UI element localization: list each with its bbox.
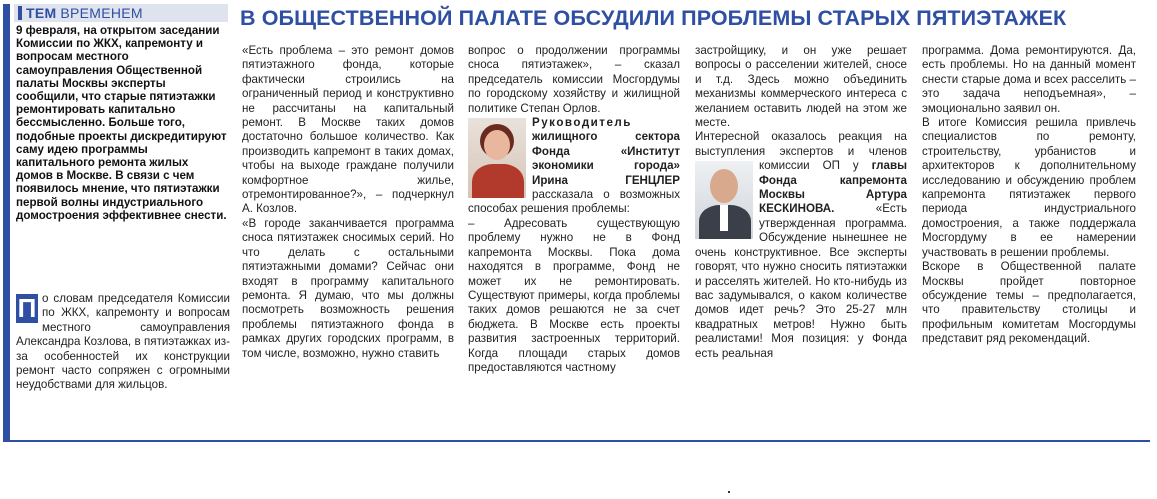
column-2 xyxy=(242,44,454,361)
column-3-paragraph-3: – Адресовать существующую проблему нужно не в Фонд капремонта Москвы. Пока дома находятся в программе, Фонд не может их не ремонтировать. Существуют примеры, когда проблемы таких домов решаются не за счет бюджета. В Москве есть проекты развития застроенных территорий. Когда площади старых домов предоставляются частному xyxy=(468,216,680,374)
column-3-paragraph-1: вопрос о продолжении программы сноса пятиэтажек», – сказал председатель комиссии Мосгордумы по городскому хозяйству и жилищной политике Степан Орлов. xyxy=(468,44,680,115)
column-3 xyxy=(468,44,680,375)
portrait-photo-keskinov xyxy=(695,161,753,239)
print-speck xyxy=(728,491,730,493)
column-4-paragraph-2 xyxy=(695,130,907,361)
column-1 xyxy=(16,292,230,393)
speaker-intro-tail: рассказала о возможных способах решения проблемы: xyxy=(468,188,680,216)
bottom-rule xyxy=(3,440,1150,442)
column-1-text: о словам председателя Комиссии по ЖКХ, капремонту и вопросам местного самоуправления Александра Козлова, в пятиэтажках из-за особенностей их конструкции ремонт часто сопряжен с огромными неудобствами для жильцов. xyxy=(16,292,230,392)
speaker-role-spaced: Руководитель xyxy=(532,116,632,130)
sidebar-accent-bar xyxy=(3,4,10,442)
column-4-p2-rest: «Есть утвержденная программа. Обсуждение нынешнее не очень конструктивное. Все эксперты говорят, что нужно сносить пятиэтажки и расселять жителей. Но кто-нибудь из вас задумывался, о каком количестве домов идет речь? Это 25-27 млн квадратных метров! Нужно быть реалистами! Моя позиция: у Фонда есть реальная xyxy=(695,202,907,360)
column-4-paragraph-1: застройщику, и он уже решает вопросы о расселении жителей, сносе и т.д. Здесь можно объединить механизмы коммерческого интереса с желанием оставить людей на этом же месте. xyxy=(695,44,907,130)
column-5-paragraph-2: В итоге Комиссия решила привлечь специалистов по ремонту, строительству, урбанистов и архитекторов к дополнительному исследованию и обсуждению проблем капремонта пятиэтажек первого периода индустриального домостроения, а также поддержала Мосгордуму в ее намерении участвовать в решении проблемы. xyxy=(922,116,1136,259)
column-5 xyxy=(922,44,1136,347)
rubric-marker xyxy=(18,6,22,20)
column-4-p2-start: Интересной оказалось реакция на выступления экспертов и членов комиссии ОП у xyxy=(695,130,907,173)
column-2-paragraph-1: «Есть проблема – это ремонт домов пятиэтажного фонда, которые фактически строились на ограниченный период и конструктивно не рассчитаны на капитальный ремонт. В Москве таких домов достаточно большое количество. Как производить капремонт в таких домах, чтобы на выходе граждане получили комфортное жилье, отремонтированное?», – подчеркнул А. Козлов. xyxy=(242,44,454,216)
drop-cap: П xyxy=(17,293,37,323)
speaker-role: жилищного сектора Фонда «Институт экономики города» Ирина ГЕНЦЛЕР xyxy=(532,130,680,187)
speaker-keskinov: главы Фонда капремонта Москвы Артура КЕСКИНОВА. xyxy=(759,159,907,216)
article-lead xyxy=(16,24,228,222)
rubric-bold: ТЕМ xyxy=(26,5,57,21)
portrait-photo-gentsler xyxy=(468,118,526,198)
column-2-paragraph-2: «В городе заканчивается программа сноса пятиэтажек сносимых серий. Но что делать с остальными пятиэтажными домами? Сейчас они входят в программу капитального ремонта. Я думаю, что мы должны посмотреть возможность решения проблемы пятиэтажного фонда в рамках других городских программ, в том числе, возможно, нужно ставить xyxy=(242,216,454,360)
article-headline: В ОБЩЕСТВЕННОЙ ПАЛАТЕ ОБСУДИЛИ ПРОБЛЕМЫ СТАРЫХ ПЯТИЭТАЖЕК xyxy=(240,6,1067,30)
column-5-paragraph-1: программа. Дома ремонтируются. Да, есть проблемы. Но на данный момент снести старые дома и всех расселить – это задача неподъемная», – эмоционально заявил он. xyxy=(922,44,1136,115)
rubric-rest: ВРЕМЕНЕМ xyxy=(60,5,143,21)
column-5-paragraph-3: Вскоре в Общественной палате Москвы пройдет повторное обсуждение темы – предполагается, что правительству столицы и профильным комитетам Мосгордумы представит ряд рекомендаций. xyxy=(922,260,1136,346)
lead-text: 9 февраля, на открытом заседании Комиссии по ЖКХ, капремонту и вопросам местного самоуправления Общественной палаты Москвы эксперты сообщили, что старые пятиэтажки ремонтировать капитально бессмысленно. Больше того, подобные проекты дискредитируют саму идею программы капитального ремонта жилых домов в Москве. В связи с чем появилось мнение, что пятиэтажки первой волны индустриального домостроения эффективнее снести. xyxy=(16,24,227,222)
rubric-label xyxy=(14,4,228,22)
column-4 xyxy=(695,44,907,361)
